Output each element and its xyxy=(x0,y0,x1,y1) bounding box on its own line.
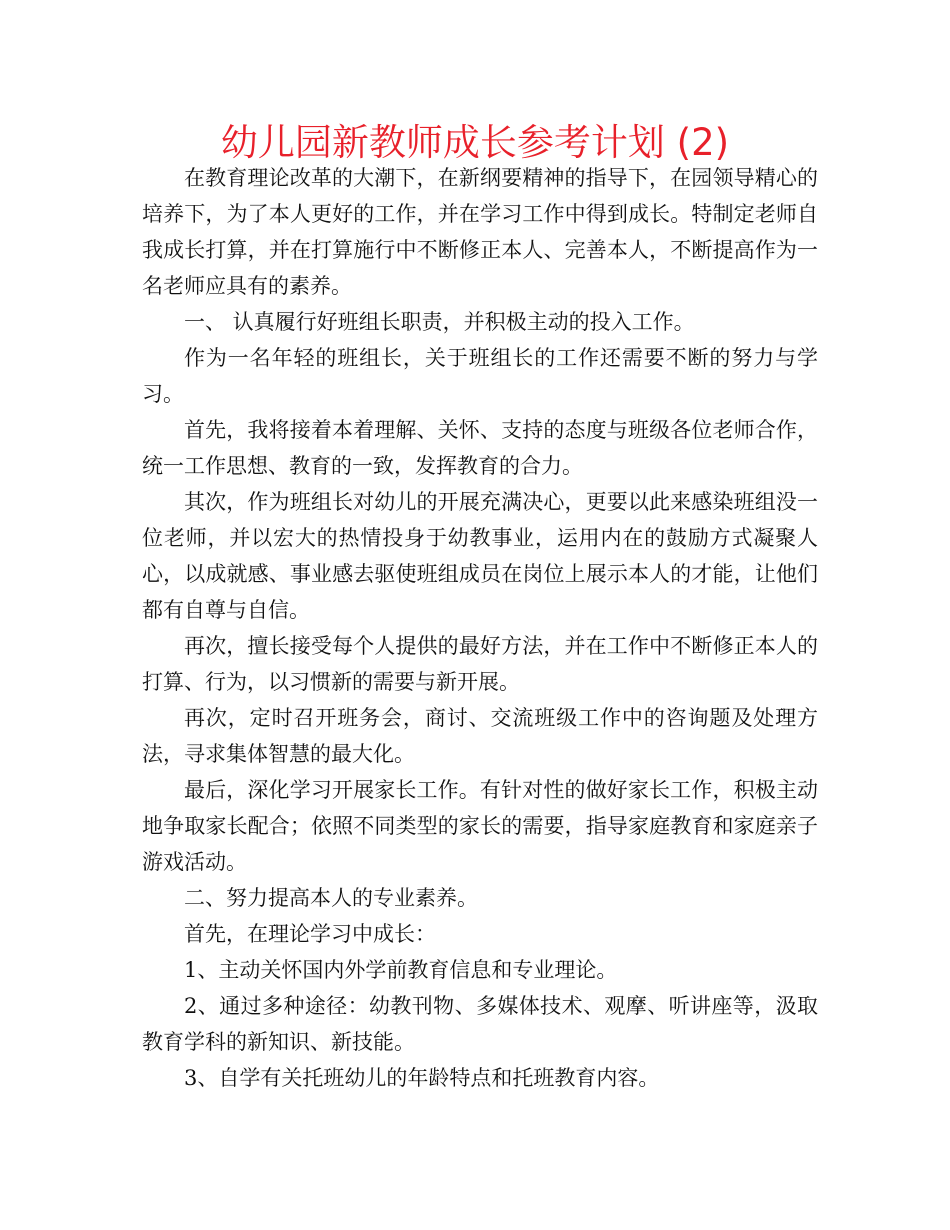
paragraph-intro: 在教育理论改革的大潮下，在新纲要精神的指导下，在园领导精心的培养下，为了本人更好的工作，并在学习工作中得到成长。特制定老师自我成长打算，并在打算施行中不断修正本人、完善本人，不断提高作为一名老师应具有的素养。 xyxy=(142,166,818,298)
paragraph-section-1-intro: 作为一名年轻的班组长，关于班组长的工作还需要不断的努力与学习。 xyxy=(142,346,818,406)
list-item-2: 2、通过多种途径：幼教刊物、多媒体技术、观摩、听讲座等，汲取教育学科的新知识、新技能。 xyxy=(142,994,818,1054)
paragraph-first: 首先，我将接着本着理解、关怀、支持的态度与班级各位老师合作，统一工作思想、教育的一致，发挥教育的合力。 xyxy=(142,418,818,478)
paragraph-theory-learning: 首先，在理论学习中成长： xyxy=(184,922,436,946)
paragraph-section-1-heading: 一、 认真履行好班组长职责，并积极主动的投入工作。 xyxy=(184,310,695,334)
paragraph-fourth: 再次，定时召开班务会，商讨、交流班级工作中的咨询题及处理方法，寻求集体智慧的最大化。 xyxy=(142,706,818,766)
list-item-1: 1、主动关怀国内外学前教育信息和专业理论。 xyxy=(184,958,618,982)
document-title: 幼儿园新教师成长参考计划 (2) xyxy=(220,121,730,164)
paragraph-section-2-heading: 二、努力提高本人的专业素养。 xyxy=(184,886,478,910)
list-item-3: 3、自学有关托班幼儿的年龄特点和托班教育内容。 xyxy=(184,1066,660,1090)
document-body xyxy=(142,160,818,1096)
paragraph-second: 其次，作为班组长对幼儿的开展充满决心，更要以此来感染班组没一位老师，并以宏大的热情投身于幼教事业，运用内在的鼓励方式凝聚人心，以成就感、事业感去驱使班组成员在岗位上展示本人的才能，让他们都有自尊与自信。 xyxy=(142,490,818,622)
paragraph-last: 最后，深化学习开展家长工作。有针对性的做好家长工作，积极主动地争取家长配合；依照不同类型的家长的需要，指导家庭教育和家庭亲子游戏活动。 xyxy=(142,778,818,874)
paragraph-third: 再次，擅长接受每个人提供的最好方法，并在工作中不断修正本人的打算、行为，以习惯新的需要与新开展。 xyxy=(142,634,818,694)
